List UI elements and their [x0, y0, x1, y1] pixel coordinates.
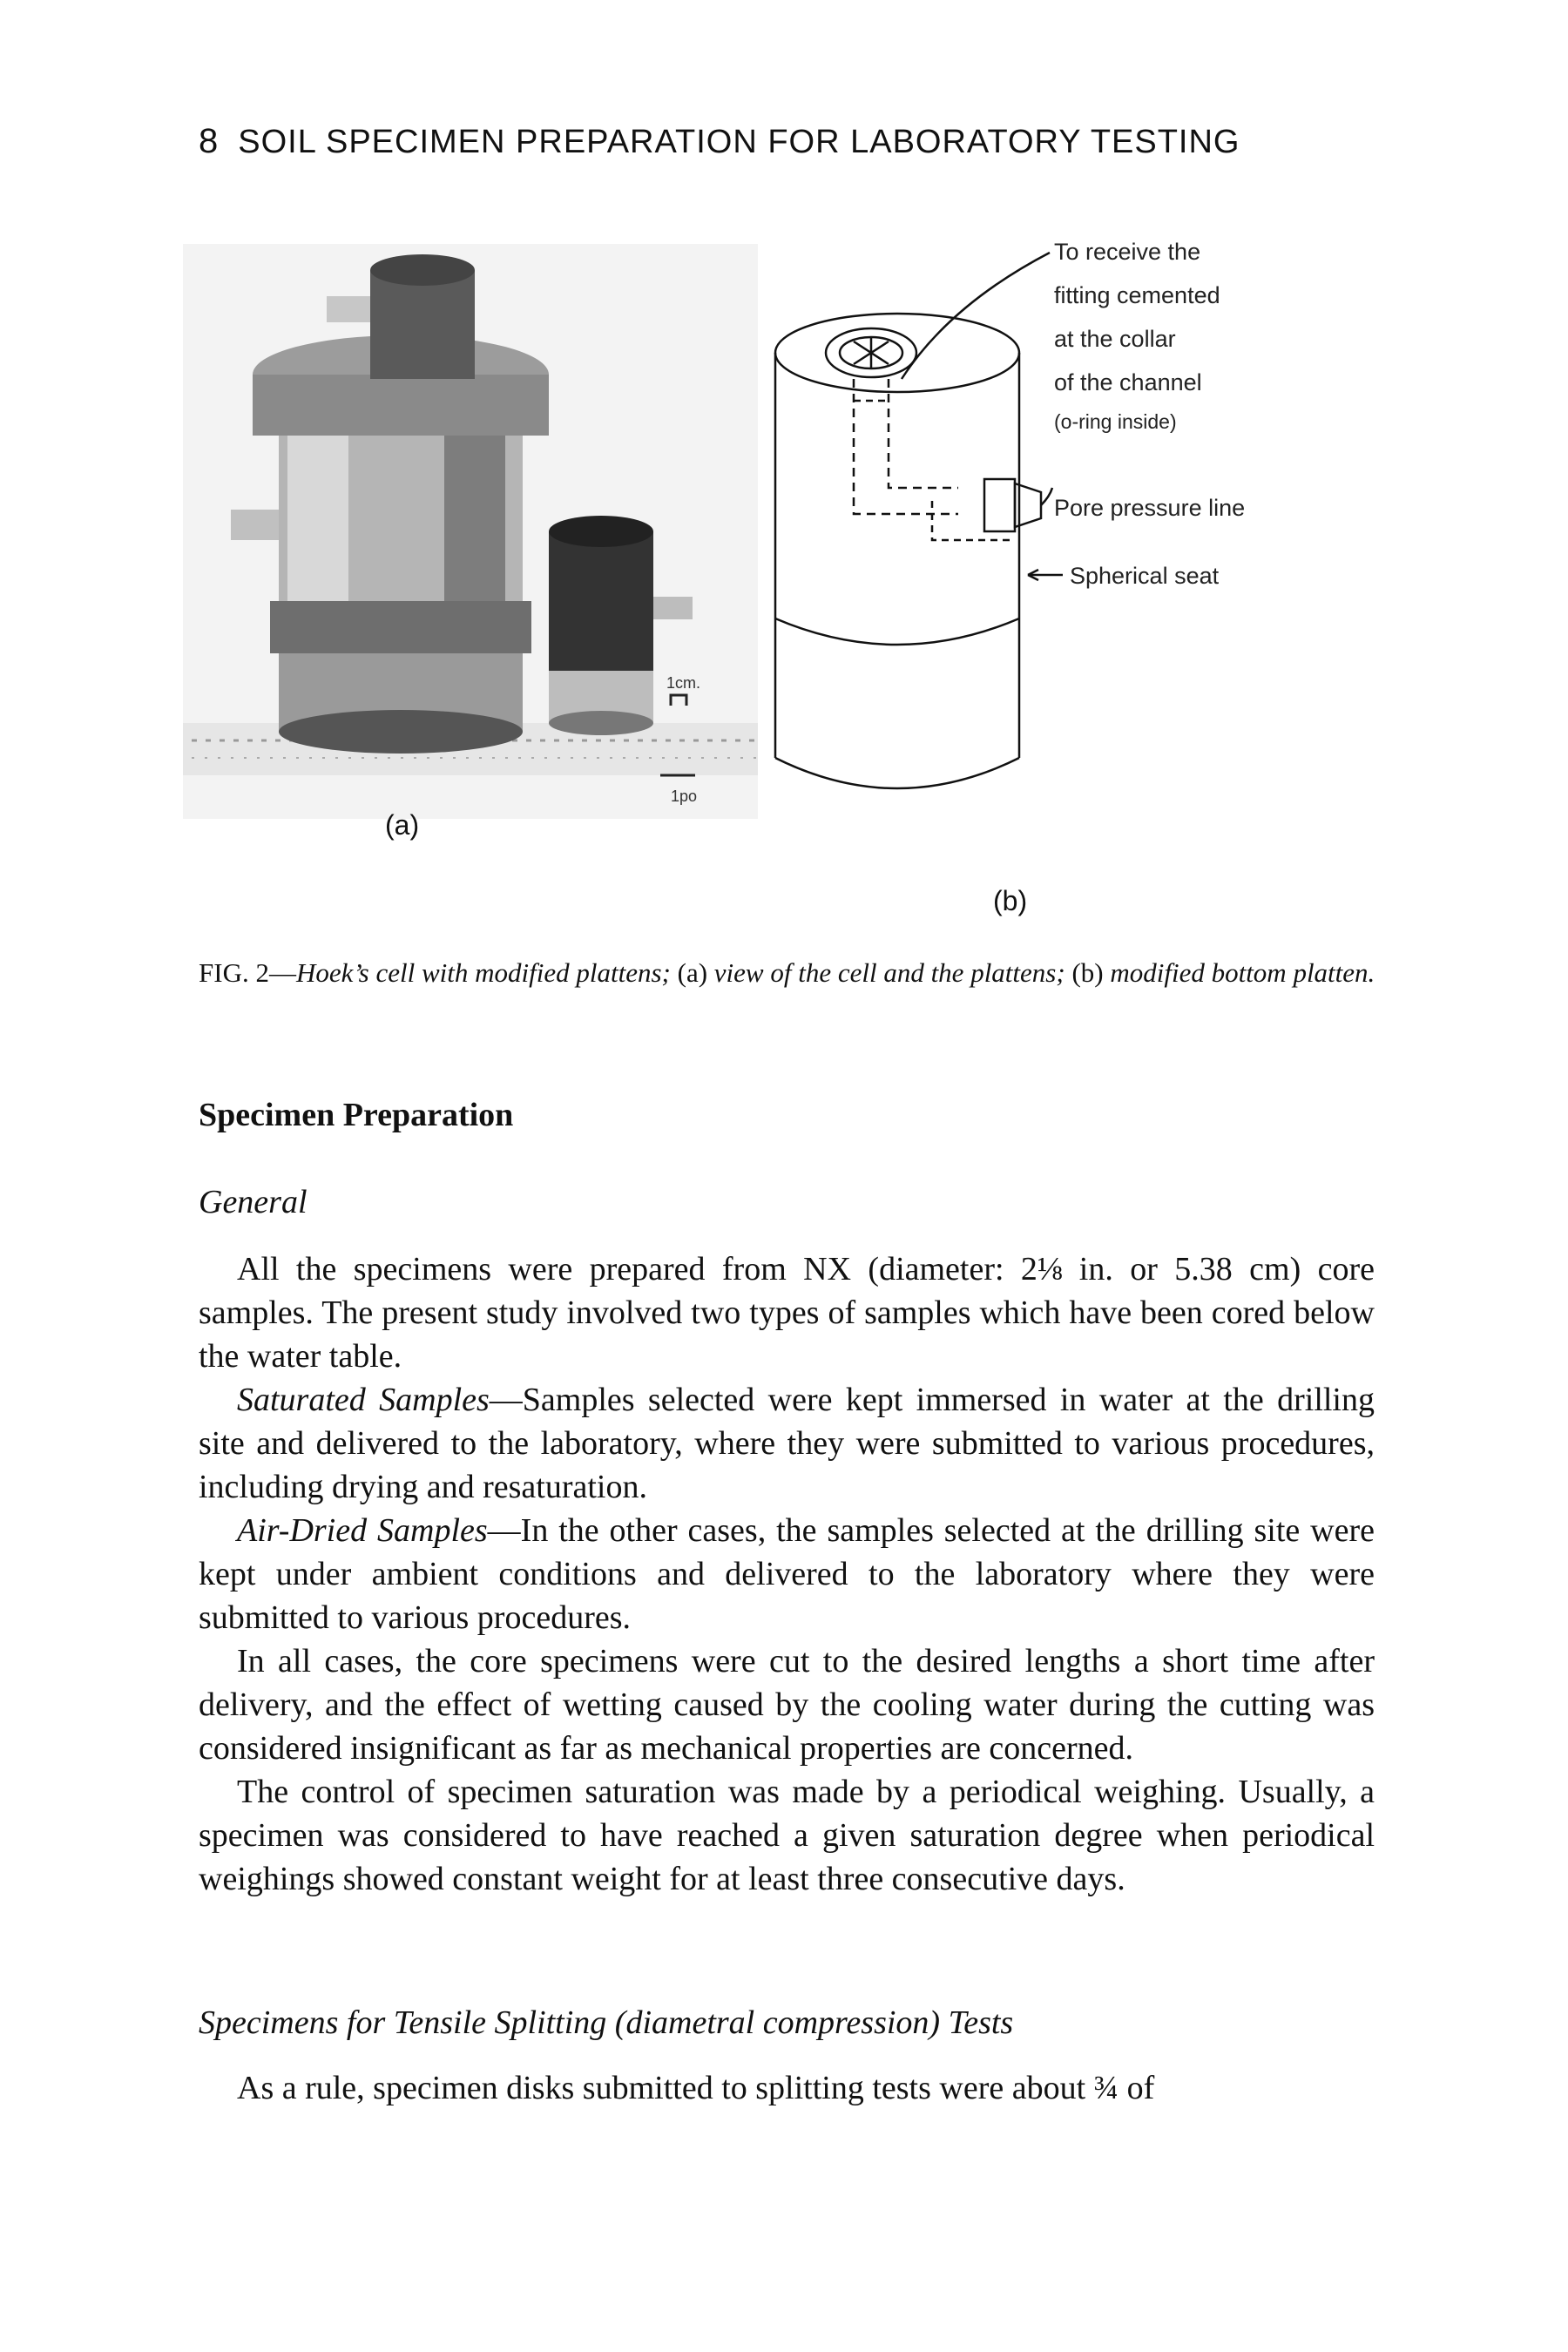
- paragraph-2-lead: Saturated Samples: [237, 1382, 490, 1418]
- panel-a-label: (a): [385, 809, 420, 841]
- running-header: [199, 122, 1240, 161]
- caption-prefix: FIG. 2—: [199, 957, 296, 988]
- photo-hoek-cell: [183, 244, 758, 819]
- annotation-line-1: To receive the: [1054, 239, 1201, 265]
- panel-b-label: (b): [993, 885, 1028, 916]
- caption-part-1: Hoek’s cell with modified plattens;: [295, 957, 671, 988]
- running-title: SOIL SPECIMEN PREPARATION FOR LABORATORY TESTING: [238, 124, 1240, 160]
- figure-caption: [199, 954, 1383, 991]
- paragraph-3: [199, 1509, 1375, 1639]
- paragraph-4: In all cases, the core specimens were cut to the desired lengths a short time after delivery, and the effect of wetting caused by the cooling water during the cutting was considered insignificant as far as mechanical properties are concerned.: [199, 1643, 1375, 1767]
- annotation-spherical-seat: Spherical seat: [1070, 563, 1220, 589]
- annotation-pore-pressure-line: Pore pressure line: [1054, 495, 1246, 521]
- paragraph-5: The control of specimen saturation was made by a periodical weighing. Usually, a specimen was considered to have reached a given saturation degree when periodical weighings showed constant weight for at least three consecutive days.: [199, 1774, 1375, 1897]
- paragraph-2: [199, 1378, 1375, 1509]
- subsection-tensile-splitting: Specimens for Tensile Splitting (diametral compression) Tests: [199, 2004, 1014, 2041]
- subsection-general: General: [199, 1184, 308, 1220]
- paragraph-2-text: —Samples selected were kept immersed in water at the drilling site and delivered to the laboratory, where they were submitted to various procedures, including drying and resaturation.: [199, 1382, 1375, 1505]
- figure-2: [183, 200, 1402, 923]
- paragraph-3-lead: Air-Dried Samples: [237, 1512, 488, 1549]
- page-number: 8: [199, 122, 220, 160]
- annotation-line-5: (o-ring inside): [1054, 410, 1177, 433]
- paragraph-6: As a rule, specimen disks submitted to splitting tests were about ¾ of: [237, 2070, 1155, 2106]
- paragraph-3-text: —In the other cases, the samples selected at the drilling site were kept under ambient conditions and delivered to the laboratory where they were submitted to various procedures.: [199, 1512, 1375, 1636]
- caption-part-3: modified bottom platten.: [1110, 957, 1375, 988]
- caption-part-2: view of the cell and the plattens;: [713, 957, 1065, 988]
- scale-label-po: 1po: [671, 787, 698, 805]
- scale-label-cm: 1cm.: [666, 674, 701, 692]
- annotation-line-3: at the collar: [1054, 326, 1176, 352]
- caption-mark-b: (b): [1064, 957, 1111, 988]
- body-text-general: [199, 1247, 1375, 1901]
- annotation-line-4: of the channel: [1054, 369, 1202, 395]
- annotation-line-2: fitting cemented: [1054, 282, 1220, 308]
- body-text-tensile: [199, 2066, 1375, 2110]
- caption-mark-a: (a): [670, 957, 714, 988]
- section-title: Specimen Preparation: [199, 1097, 514, 1133]
- panel-b-annotations: [1054, 239, 1245, 589]
- paragraph-1: All the specimens were prepared from NX (diameter: 2⅛ in. or 5.38 cm) core samples. The present study involved two types of samples which have been cored below the water table.: [199, 1251, 1375, 1375]
- drawing-bottom-platten: [775, 253, 1063, 788]
